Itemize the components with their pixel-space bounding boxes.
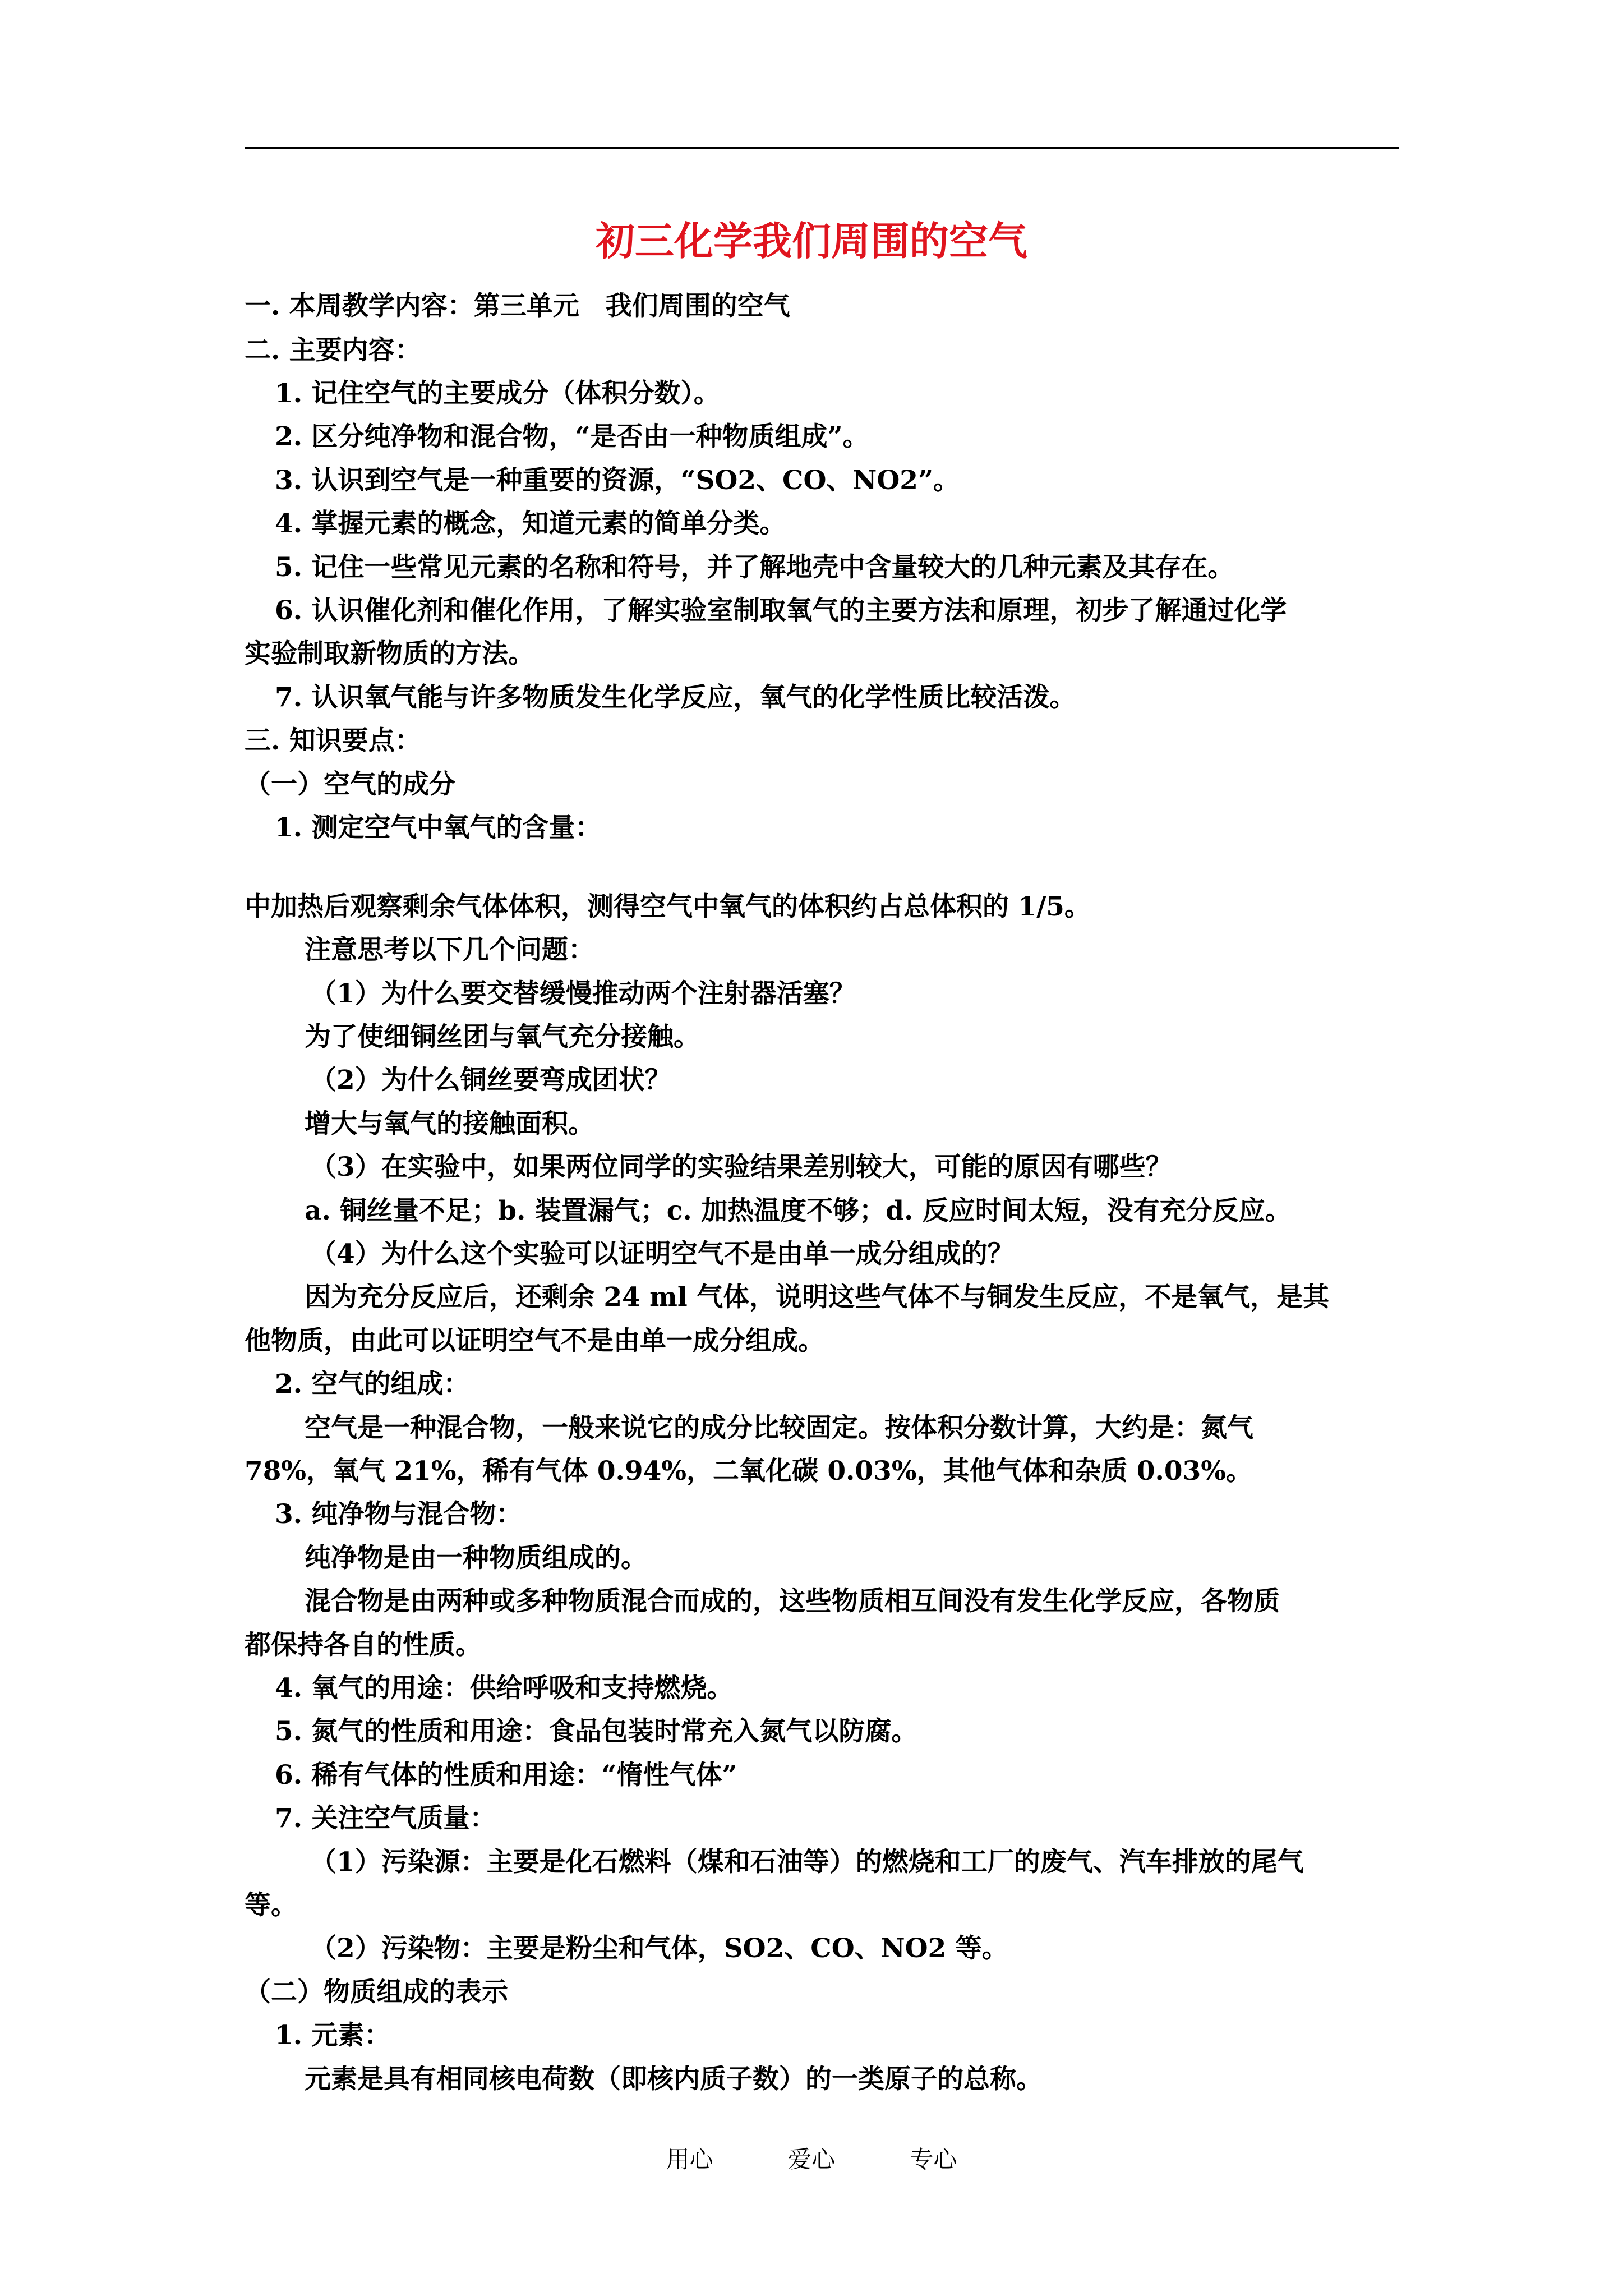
page-title: 初三化学我们周围的空气 xyxy=(596,218,1027,264)
question: （4）为什么这个实验可以证明空气不是由单一成分组成的？ xyxy=(310,1239,1014,1269)
list-item: 6. 认识催化剂和催化作用，了解实验室制取氧气的主要方法和原理，初步了解通过化学 xyxy=(275,595,1287,626)
section-heading: 一. 本周教学内容：第三单元 我们周围的空气 xyxy=(245,291,790,321)
paragraph-line: （2）污染物：主要是粉尘和气体，SO2、CO、NO2 等。 xyxy=(310,1933,1008,1964)
list-item: 4. 掌握元素的概念，知道元素的简单分类。 xyxy=(275,508,786,539)
list-item: 1. 元素： xyxy=(275,2020,391,2051)
section-heading: 二. 主要内容： xyxy=(245,335,421,366)
paragraph-line: 等。 xyxy=(245,1890,297,1921)
list-item: 3. 认识到空气是一种重要的资源，“SO2、CO、NO2”。 xyxy=(275,465,960,496)
list-item: 2. 空气的组成： xyxy=(275,1369,470,1400)
subsection-heading: （一）空气的成分 xyxy=(245,769,455,800)
list-item: 5. 记住一些常见元素的名称和符号，并了解地壳中含量较大的几种元素及其存在。 xyxy=(275,552,1234,583)
answer: 为了使细铜丝团与氧气充分接触。 xyxy=(305,1022,700,1052)
list-item: 7. 认识氧气能与许多物质发生化学反应，氧气的化学性质比较活泼。 xyxy=(275,682,1076,713)
paragraph-line: 纯净物是由一种物质组成的。 xyxy=(305,1543,647,1573)
paragraph-line: 空气是一种混合物，一般来说它的成分比较固定。按体积分数计算，大约是：氮气 xyxy=(305,1412,1253,1443)
section-heading: 三. 知识要点： xyxy=(245,725,421,756)
paragraph-line: 注意思考以下几个问题： xyxy=(305,935,594,965)
paragraph-line: 78%，氧气 21%，稀有气体 0.94%，二氧化碳 0.03%，其他气体和杂质 0.03%。 xyxy=(245,1456,1252,1487)
paragraph-line: （1）污染源：主要是化石燃料（煤和石油等）的燃烧和工厂的废气、汽车排放的尾气 xyxy=(310,1847,1304,1878)
paragraph-line: 混合物是由两种或多种物质混合而成的，这些物质相互间没有发生化学反应，各物质 xyxy=(305,1586,1280,1617)
list-item: 6. 稀有气体的性质和用途：“惰性气体” xyxy=(275,1760,737,1791)
list-item-continuation: 实验制取新物质的方法。 xyxy=(245,638,534,669)
list-item: 4. 氧气的用途：供给呼吸和支持燃烧。 xyxy=(275,1673,734,1704)
answer: 他物质，由此可以证明空气不是由单一成分组成。 xyxy=(245,1326,824,1356)
question: （2）为什么铜丝要弯成团状？ xyxy=(310,1065,671,1096)
answer: a. 铜丝量不足；b. 装置漏气；c. 加热温度不够；d. 反应时间太短，没有充分反应。 xyxy=(305,1195,1292,1226)
list-item: 2. 区分纯净物和混合物，“是否由一种物质组成”。 xyxy=(275,421,869,452)
list-item: 7. 关注空气质量： xyxy=(275,1803,496,1834)
question: （1）为什么要交替缓慢推动两个注射器活塞？ xyxy=(310,978,856,1009)
page-footer xyxy=(0,2143,1623,2177)
list-item: 1. 记住空气的主要成分（体积分数）。 xyxy=(275,378,720,409)
footer-text: 专心 xyxy=(910,2146,957,2173)
paragraph-line: 都保持各自的性质。 xyxy=(245,1630,482,1660)
list-item: 1. 测定空气中氧气的含量： xyxy=(275,812,602,843)
list-item: 3. 纯净物与混合物： xyxy=(275,1499,523,1530)
list-item: 5. 氮气的性质和用途：食品包装时常充入氮气以防腐。 xyxy=(275,1716,918,1747)
subsection-heading: （二）物质组成的表示 xyxy=(245,1977,508,2008)
question: （3）在实验中，如果两位同学的实验结果差别较大，可能的原因有哪些？ xyxy=(310,1152,1172,1182)
footer-text: 爱心 xyxy=(787,2146,835,2173)
paragraph-line: 元素是具有相同核电荷数（即核内质子数）的一类原子的总称。 xyxy=(305,2064,1043,2095)
paragraph-line: 中加热后观察剩余气体体积，测得空气中氧气的体积约占总体积的 1/5。 xyxy=(245,891,1091,922)
answer: 因为充分反应后，还剩余 24 ml 气体，说明这些气体不与铜发生反应，不是氧气，是其 xyxy=(305,1282,1330,1313)
header-rule xyxy=(245,147,1399,149)
footer-text: 用心 xyxy=(666,2146,713,2173)
answer: 增大与氧气的接触面积。 xyxy=(305,1108,594,1139)
